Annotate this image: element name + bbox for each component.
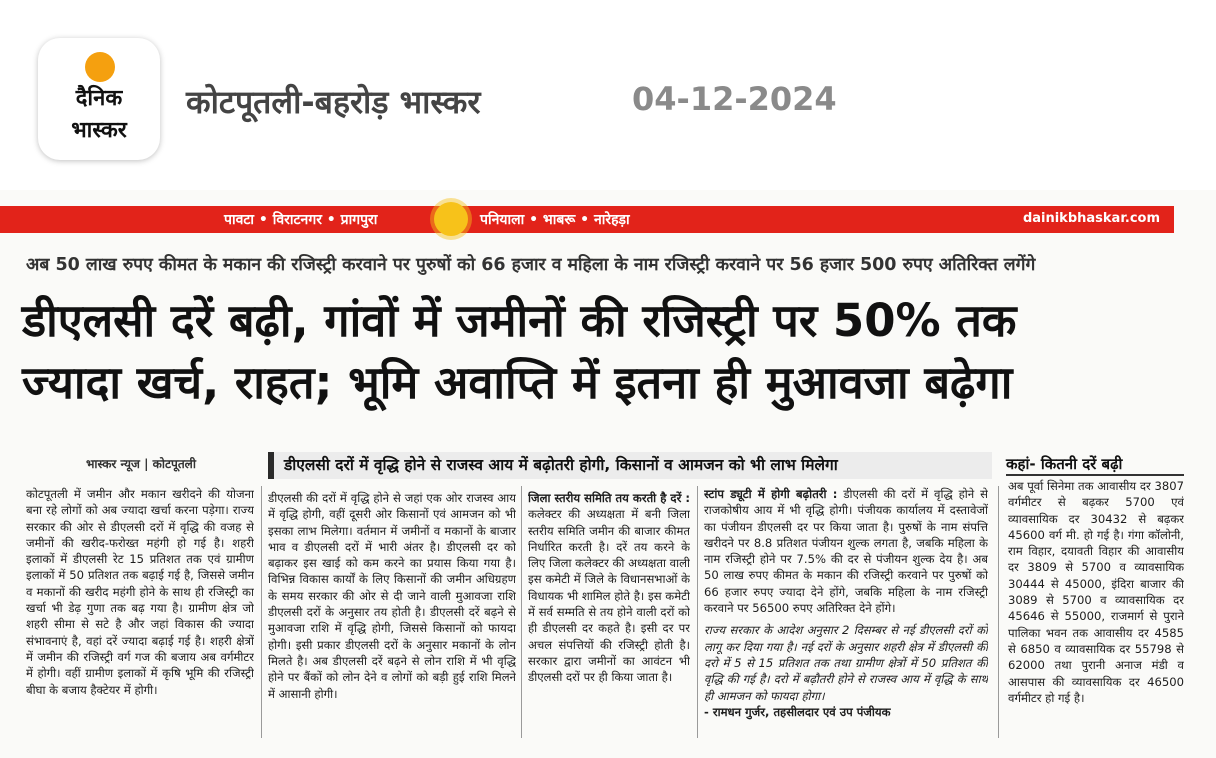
kicker-line: अब 50 लाख रुपए कीमत के मकान की रजिस्ट्री करवाने पर पुरुषों को 66 हजार व महिला के नाम रजिस्ट्री करवाने पर 56 हजार 500 रुपए अतिरिक्त लगेंगे	[26, 255, 1036, 275]
article-column-4	[704, 486, 988, 744]
newspaper-clipping	[0, 190, 1216, 758]
side-box-divider	[1006, 474, 1184, 476]
rates-column: अब पूर्वा सिनेमा तक आवासीय दर 3807 वर्गमीटर से बढ़कर 5700 एवं व्यावसायिक दर 30432 से बढ़कर 45600 वर्ग मी. हो गई है। गंगा कॉलोनी, राम विहार, दयावती विहार की आवासीय दर 3809 से 5700 व व्यावसायिक 30444 से 45000, इंदिरा बाजार की 3089 से 5700 व व्यावसायिक दर 45646 से 55000, राजमार्ग से पुराने पालिका भवन तक आवासीय दर 4585 से 6850 व व्यावसायिक दर 55798 से 62000 तथा पुरानी अनाज मंडी व आसपास की व्यावसायिक दर 46500 वर्गमीटर हो गई है।	[1008, 479, 1184, 705]
article-column-2: डीएलसी की दरों में वृद्धि होने से जहां एक ओर राजस्व आय में वृद्धि होगी, वहीं दूसरी ओर किसानों एवं आमजन को भी इसका लाभ मिलेगा। वर्तमान में जमीनों व मकानों के बाजार भाव व डीएलसी दरों में भारी अंतर है। डीएलसी दर को बढ़ाकर इस खाई को कम करने का प्रयास किया गया है। विभिन्न विकास कार्यों के लिए किसानों की जमीन अधिग्रहण के समय सरकार की ओर से दी जाने वाली मुआवजा राशि डीएलसी दरों के अनुसार तय होती है। डीएलसी दरें बढ़ने से मुआवजा राशि में वृद्धि होगी, जिससे किसानों को फायदा होगी। इसी प्रकार डीएलसी दरों के अनुसार मकानों के लोन मिलते है। अब डीएलसी दरें बढ़ने से लोन राशि में भी वृद्धि होने पर बैंकों को लोन देने व लोगों को बड़ी हुई राशि मिलने में आसानी होगी।	[268, 491, 516, 701]
official-quote: राज्य सरकार के आदेश अनुसार 2 दिसम्बर से नई डीएलसी दरों को लागू कर दिया गया है। नई दरों के अनुसार शहरी क्षेत्र में डीएलसी की दरो में 5 से 15 प्रतिशत तक तथा ग्रामीण क्षेत्रों में 50 प्रतिशत की वृद्धि की गई है। दरो में बढ़ौतरी होने से राजस्व आय में वृद्धि के साथ ही आमजन को फायदा होगा।	[704, 623, 988, 703]
band-left-towns: पावटा • विराटनगर • प्रागपुरा	[224, 212, 378, 228]
article-column-1: कोटपूतली में जमीन और मकान खरीदने की योजना बना रहे लोगों को अब ज्यादा खर्चा करना पड़ेगा। राज्य सरकार की ओर से डीएलसी दरों में वृद्धि की वजह से जमीनों की खरीद-फरोख्त महंगी हो गई है। शहरी इलाकों में डीएलसी रेट 15 प्रतिशत तक एवं ग्रामीण इलाकों में 50 प्रतिशत तक बढ़ाई गई है, जिससे जमीन व मकानों की खरीद महंगी होने के साथ ही रजिस्ट्री का खर्चा भी डेढ़ गुणा तक बढ़ गया है। ग्रामीण क्षेत्र जो शहरी सीमा से सटे है और जहां विकास की ज्यादा संभावनाएं है, वहां दरें ज्यादा बढ़ाई गई है। शहरी क्षेत्रों में जमीन की रजिस्ट्री वर्ग गज की बजाय अब वर्गमीटर में होगी। वहीं ग्रामीण इलाकों में कृषि भूमि की रजिस्ट्री बीघा के बजाय हैक्टेयर में होगी।	[26, 487, 254, 697]
subheadline: डीएलसी दरों में वृद्धि होने से राजस्व आय में बढ़ोतरी होगी, किसानों व आमजन को भी लाभ मिलेगा	[268, 452, 992, 479]
website-label: dainikbhaskar.com	[1022, 211, 1160, 226]
column-3-heading: जिला स्तरीय समिति तय करती है दरें :	[528, 491, 690, 505]
headline	[22, 290, 1202, 414]
quote-attribution: - रामधन गुर्जर, तहसीलदार एवं उप पंजीयक	[704, 704, 891, 719]
masthead-band	[0, 206, 1174, 233]
column-divider	[697, 486, 698, 738]
edition-date: 04-12-2024	[632, 80, 837, 118]
logo-text-line2: भास्कर	[71, 118, 127, 143]
sun-icon	[85, 52, 115, 82]
headline-line-1: डीएलसी दरें बढ़ी, गांवों में जमीनों की रजिस्ट्री पर 50% तक	[22, 294, 1017, 347]
column-4-body: डीएलसी की दरों में वृद्धि होने से राजकोषीय आय में भी वृद्धि होगी। पंजीयक कार्यालय में दस्तावेजों का पंजीयन डीएलसी दर पर किया जाता है। पुरुषों के नाम संपत्ति खरीदने पर 8.8 प्रतिशत पंजीयन शुल्क लगता है, जबकि महिला के नाम रजिस्ट्री होने पर 7.5% की दर से पंजीयन शुल्क देय है। अब 50 लाख रुपए कीमत के मकान की रजिस्ट्री करवाने पर पुरुषों को 66 हजार रुपए ज्यादा देने होंगे, जबकि महिला के नाम रजिस्ट्री करवाने पर 56500 रुपए अतिरिक्त देने होंगे।	[704, 487, 988, 616]
column-divider	[521, 486, 522, 738]
dainik-bhaskar-logo[interactable]	[38, 38, 160, 160]
side-box-title: कहां- कितनी दरें बढ़ी	[1006, 455, 1123, 473]
masthead-sun-icon	[434, 202, 468, 236]
column-3-body: कलेक्टर की अध्यक्षता में बनी जिला स्तरीय समिति जमीन की बाजार कीमत निर्धारित करती है। दरें तय करने के लिए जिला कलेक्टर की अध्यक्षता वाली इस कमेटी में जिले के विधानसभाओं के विधायक भी शामिल होते है। इस कमेटी में सर्व सम्मति से तय होने वाली दरों को ही डीएलसी दर कहते है। इसी दर पर अचल संपत्तियों की रजिस्ट्री होती है। सरकार द्वारा जमीनों का आवंटन भी डीएलसी दरों पर ही किया जाता है।	[528, 507, 690, 685]
headline-line-2: ज्यादा खर्च, राहत; भूमि अवाप्ति में इतना ही मुआवजा बढ़ेगा	[22, 356, 1013, 409]
app-header	[0, 0, 1216, 190]
column-divider	[261, 486, 262, 738]
band-right-towns: पनियाला • भाबरू • नारेहड़ा	[480, 212, 630, 228]
column-divider	[998, 486, 999, 738]
column-4-heading: स्टांप ड्यूटी में होगी बढ़ोतरी :	[704, 487, 838, 501]
publication-title: कोटपूतली-बहरोड़ भास्कर	[186, 83, 481, 121]
logo-text-line1: दैनिक	[75, 86, 123, 111]
article-column-3	[528, 490, 690, 748]
byline: भास्कर न्यूज | कोटपूतली	[86, 457, 196, 471]
